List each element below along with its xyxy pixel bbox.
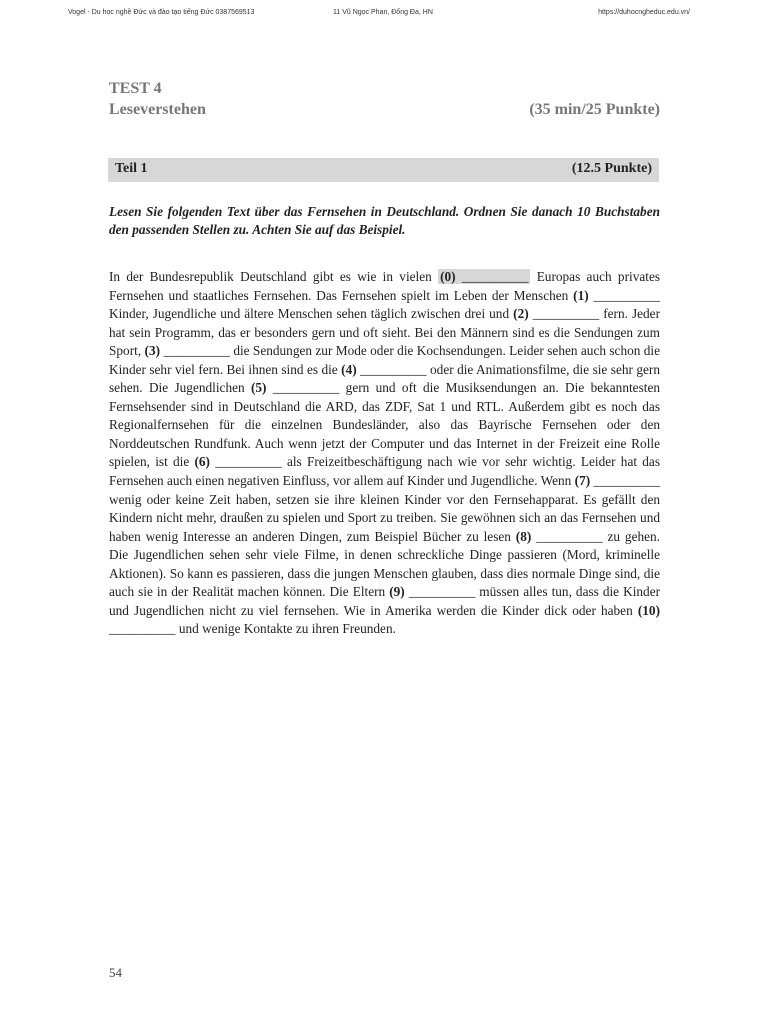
- gap-number: (3): [144, 343, 161, 359]
- gap-number: (2): [513, 306, 529, 322]
- teil-points: (12.5 Punkte): [571, 161, 652, 176]
- passage-text: oder die Animationsfilme, die sie sehr gern sehen. Die Jugendlichen: [109, 361, 660, 396]
- gap-number: (10): [637, 602, 660, 618]
- gap-number: (0): [440, 269, 456, 284]
- passage-text: Kinder, Jugendliche und ältere Menschen sehen täglich zwischen drei und: [109, 306, 510, 322]
- gap-blank: __________: [532, 306, 600, 322]
- gap-number: (7): [574, 473, 591, 489]
- passage-text: und wenige Kontakte zu ihren Freunden.: [178, 621, 396, 637]
- teil-label: Teil 1: [115, 161, 148, 176]
- passage-text: fern. Jeder hat sein Programm, das er besonders gern und oft sieht. Bei den Männern sind es die Sendungen zum Sport,: [109, 306, 661, 359]
- passage-text: wenig oder keine Zeit haben, setzen sie ihre kleinen Kinder vor den Fernsehapparat. Es gefällt den Kindern nicht mehr, draußen zu spielen und Sport zu treiben. Sie gewöhnen sich an das Fernsehen und haben wenig Interesse an anderen Dingen, zum Beispiel Bücher zu lesen: [109, 491, 660, 544]
- section-title: Leseverstehen: [109, 101, 206, 118]
- passage-text: zu gehen. Die Jugendlichen sehen sehr viele Filme, in denen schreckliche Dinge passieren (Mord, kriminelle Aktionen). So kann es passieren, dass die jungen Menschen glauben, dass dies normale Dinge sind, die auch sie in der Realität machen können. Die Eltern: [109, 528, 660, 600]
- reading-passage: [109, 268, 660, 639]
- gap-blank: __________: [593, 473, 660, 489]
- gap-blank: __________: [360, 361, 427, 377]
- gap-blank: __________: [272, 380, 340, 396]
- passage-text: als Freizeitbeschäftigung nach wie vor sehr wichtig. Leider hat das Fernsehen auch einen negativen Einfluss, vor allem auf Kinder und Jugendliche. Wenn: [109, 454, 660, 489]
- section-row: [109, 101, 660, 119]
- gap-number: (8): [515, 528, 532, 544]
- gap-number: (6): [194, 454, 210, 470]
- section-duration: (35 min/25 Punkte): [529, 101, 660, 118]
- task-instruction: Lesen Sie folgenden Text über das Fernsehen in Deutschland. Ordnen Sie danach 10 Buchstaben den passenden Stellen zu. Achten Sie auf das Beispiel.: [109, 204, 660, 237]
- gap-blank: __________: [163, 343, 230, 359]
- header-website: https://duhocngheduc.edu.vn/: [598, 9, 690, 16]
- gap-blank: __________: [215, 454, 282, 470]
- teil-header-bar: [108, 158, 659, 182]
- gap-blank: __________: [109, 621, 176, 637]
- passage-text: In der Bundesrepublik Deutschland gibt es wie in vielen: [109, 269, 432, 284]
- gap-number: (1): [573, 287, 589, 303]
- page-number: 54: [109, 965, 122, 980]
- gap-number: (5): [250, 380, 267, 396]
- example-gap: [438, 269, 530, 284]
- gap-blank: __________: [461, 269, 529, 284]
- passage-text: Europas auch privates Fernsehen und staatliches Fernsehen. Das Fernsehen spielt im Leben der Menschen: [109, 269, 661, 303]
- gap-blank: __________: [593, 287, 661, 303]
- gap-number: (9): [389, 584, 405, 600]
- passage-paragraph: [109, 268, 660, 639]
- gap-blank: __________: [536, 528, 603, 544]
- gap-blank: __________: [408, 584, 476, 600]
- page-header: [68, 9, 690, 19]
- passage-text: gern und oft die Musiksendungen an. Die bekanntesten Fernsehsender sind in Deutschland die ARD, das ZDF, Sat 1 und RTL. Außerdem gibt es noch das Regionalfernsehen für die einzelnen Bundesländer, also das Bayrische Fernsehen oder den Norddeutschen Rundfunk. Auch wenn jetzt der Computer und das Internet in der Freizeit eine Rolle spielen, ist die: [109, 380, 660, 470]
- header-school-name: Vogel - Du học nghề Đức và đào tạo tiếng Đức 0387569513: [68, 9, 255, 16]
- gap-number: (4): [341, 361, 357, 377]
- header-address: 11 Vũ Ngọc Phan, Đống Đa, HN: [333, 9, 433, 16]
- passage-text: müssen alles tun, dass die Kinder und Jugendlichen nicht zu viel fernsehen. Wie in Amerika werden die Kinder dick oder haben: [109, 584, 661, 618]
- passage-text: die Sendungen zur Mode oder die Kochsendungen. Leider sehen auch schon die Kinder sehr viel fern. Bei ihnen sind es die: [109, 343, 661, 377]
- test-title: TEST 4: [109, 80, 162, 97]
